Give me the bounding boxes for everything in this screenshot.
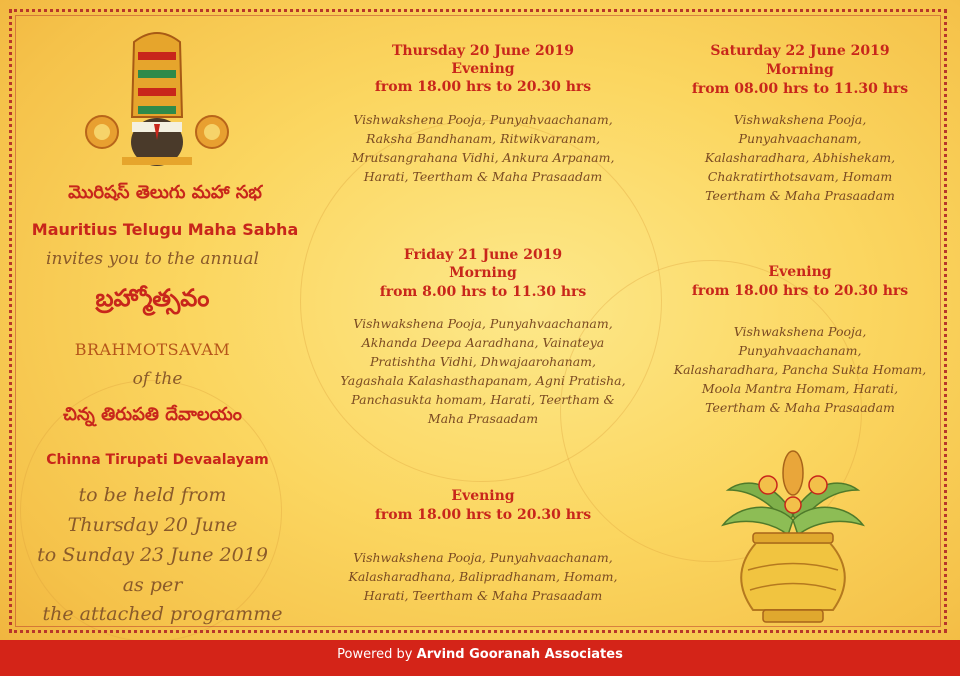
saturday-morning-items: [660, 110, 940, 205]
list-item: Kalasharadhara, Pancha Sukta Homam,: [673, 362, 927, 377]
temple-name: Chinna Tirupati Devaalayam: [46, 452, 269, 468]
friday-morning-items: [315, 314, 651, 428]
list-item: Panchasukta homam, Harati, Teertham &: [351, 392, 615, 407]
org-name-telugu: మొరిషస్ తెలుగు మహా సభ: [68, 182, 262, 203]
list-item: Yagashala Kalashasthapanam, Agni Pratisha,: [340, 373, 626, 388]
held-line-4: as per: [122, 574, 183, 596]
list-item: Mrutsangrahana Vidhi, Ankura Arpanam,: [351, 150, 615, 165]
friday-evening-time: from 18.00 hrs to 20.30 hrs: [374, 507, 592, 523]
friday-day: Friday 21 June 2019: [403, 247, 563, 263]
saturday-evening-items: [650, 322, 950, 417]
list-item: Harati, Teertham & Maha Prasaadam: [363, 588, 603, 603]
list-item: Vishwakshena Pooja, Punyahvaachanam,: [353, 316, 613, 331]
held-line-5: the attached programme: [42, 603, 283, 625]
list-item: Punyahvaachanam,: [738, 131, 862, 146]
friday-evening-session: Evening: [451, 488, 515, 504]
thursday-items: [320, 110, 646, 186]
footer-company: Arvind Gooranah Associates: [416, 647, 623, 662]
footer-powered-label: Powered by: [337, 647, 417, 662]
list-item: Harati, Teertham & Maha Prasaadam: [363, 169, 603, 184]
list-item: Maha Prasaadam: [427, 411, 539, 426]
thursday-time: from 18.00 hrs to 20.30 hrs: [374, 79, 592, 95]
org-name: Mauritius Telugu Maha Sabha: [31, 220, 299, 239]
list-item: Vishwakshena Pooja,: [733, 112, 867, 127]
list-item: Chakratirthotsavam, Homam: [707, 169, 893, 184]
festival-name-telugu: బ్రహ్మోత్సవం: [95, 284, 210, 312]
saturday-morning-session: Morning: [766, 62, 834, 78]
list-item: Moola Mantra Homam, Harati,: [701, 381, 899, 396]
deity-image: [72, 22, 242, 172]
festival-name: BRAHMOTSAVAM: [74, 340, 231, 359]
footer-bar: [0, 640, 960, 676]
list-item: Kalasharadhana, Balipradhanam, Homam,: [348, 569, 618, 584]
thursday-day: Thursday 20 June 2019: [392, 43, 574, 59]
friday-evening-items: [320, 548, 646, 605]
saturday-day: Saturday 22 June 2019: [710, 43, 890, 59]
invite-text: invites you to the annual: [46, 249, 259, 269]
list-item: Raksha Bandhanam, Ritwikvaranam,: [365, 131, 601, 146]
saturday-evening-session: Evening: [768, 264, 832, 280]
held-line-2: Thursday 20 June: [67, 514, 238, 536]
list-item: Akhanda Deepa Aaradhana, Vainateya: [361, 335, 605, 350]
friday-morning-session: Morning: [449, 265, 517, 281]
list-item: Vishwakshena Pooja, Punyahvaachanam,: [353, 112, 613, 127]
saturday-morning-time: from 08.00 hrs to 11.30 hrs: [691, 81, 909, 97]
temple-name-telugu: చిన్న తిరుపతి దేవాలయం: [63, 404, 242, 425]
held-line-3: to Sunday 23 June 2019: [37, 544, 268, 566]
list-item: Kalasharadhara, Abhishekam,: [704, 150, 896, 165]
list-item: Teertham & Maha Prasaadam: [705, 400, 895, 415]
list-item: Vishwakshena Pooja,: [733, 324, 867, 339]
of-the-text: of the: [132, 369, 183, 389]
list-item: Vishwakshena Pooja, Punyahvaachanam,: [353, 550, 613, 565]
held-line-1: to be held from: [78, 484, 227, 506]
thursday-session: Evening: [451, 61, 515, 77]
saturday-evening-time: from 18.00 hrs to 20.30 hrs: [691, 283, 909, 299]
kalash-icon: [718, 445, 868, 635]
list-item: Pratishtha Vidhi, Dhwajaarohanam,: [370, 354, 596, 369]
list-item: Punyahvaachanam,: [738, 343, 862, 358]
list-item: Teertham & Maha Prasaadam: [705, 188, 895, 203]
friday-morning-time: from 8.00 hrs to 11.30 hrs: [379, 284, 587, 300]
